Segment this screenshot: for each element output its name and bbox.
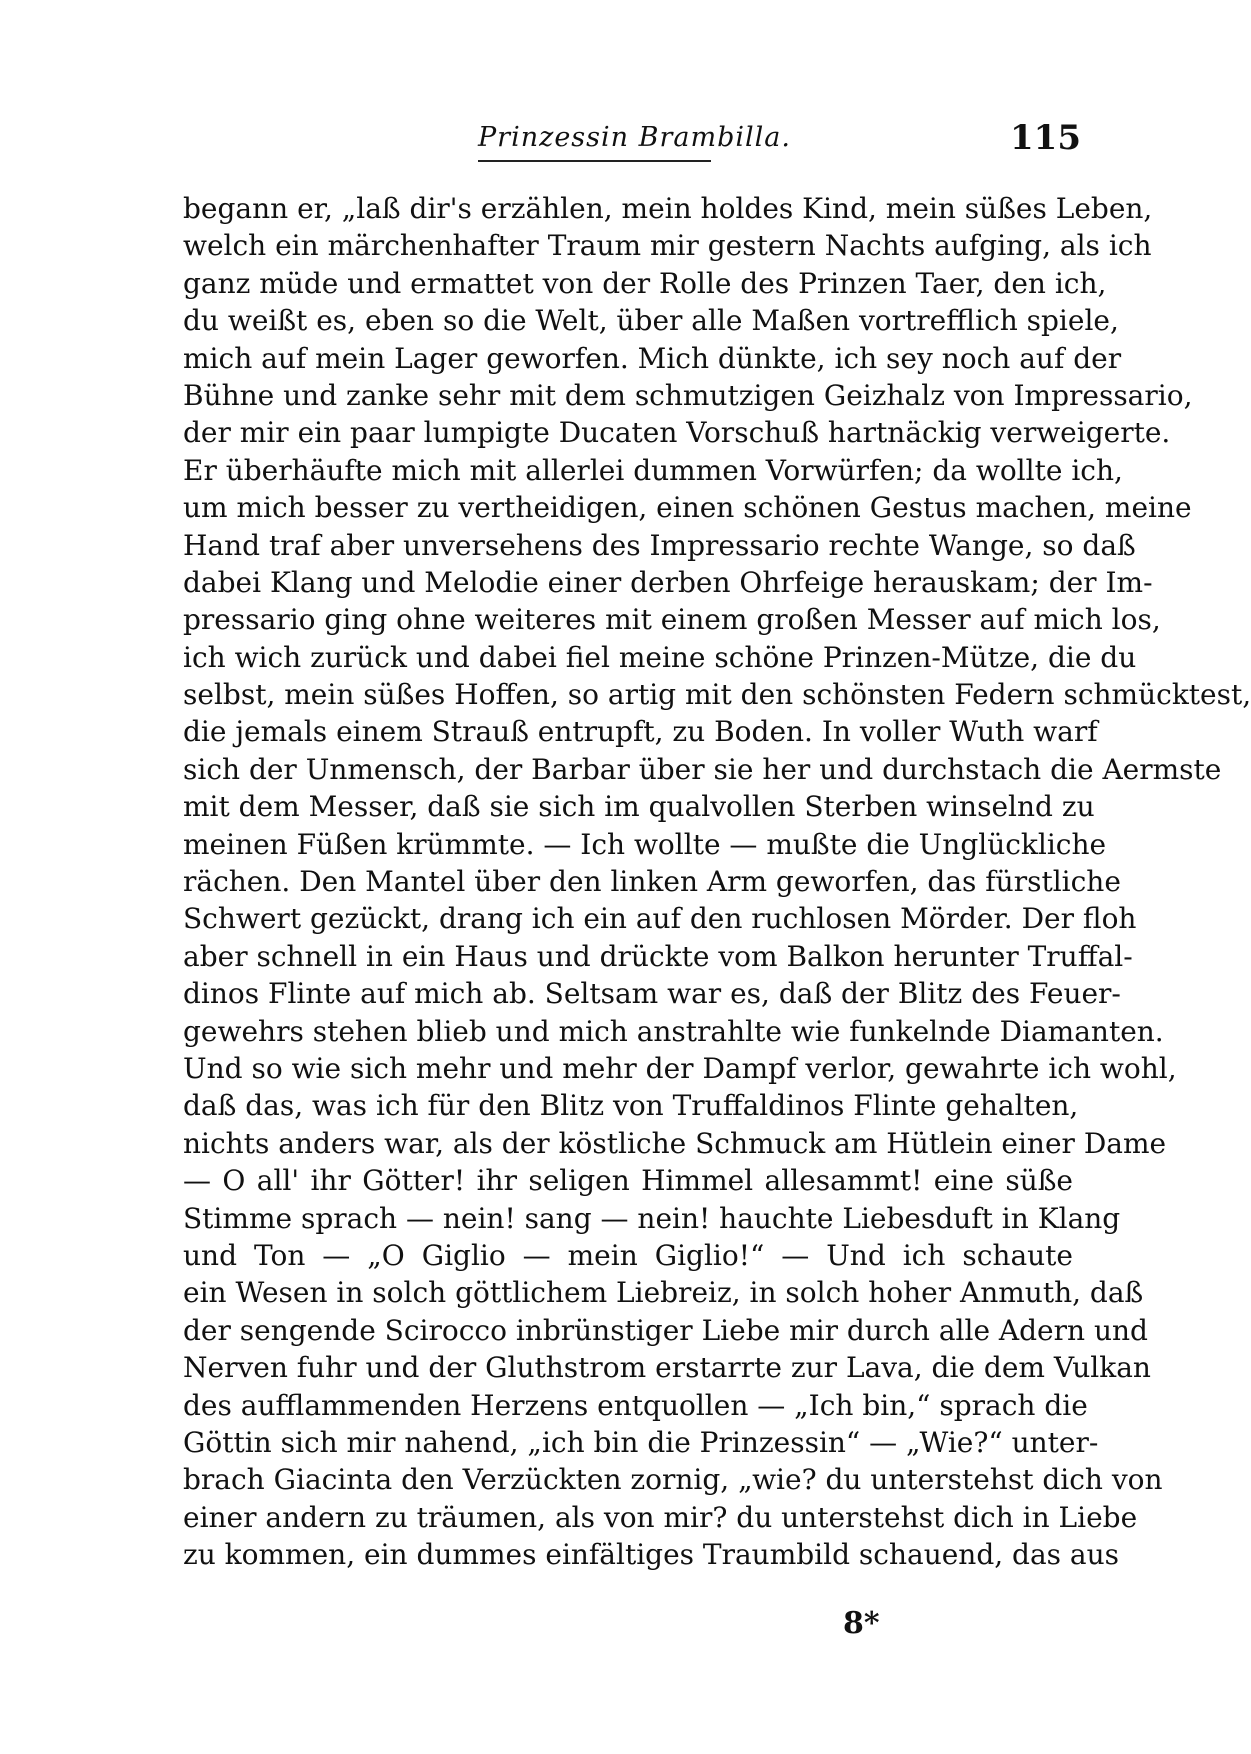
text-line: meinen Füßen krümmte. — Ich wollte — mußte die Unglückliche [183, 827, 1107, 861]
text-line: Bühne und zanke sehr mit dem schmutzigen Geizhalz von Impressario, [183, 378, 1193, 412]
text-line: begann er, „laß dir's erzählen, mein holdes Kind, mein süßes Leben, [183, 192, 1153, 225]
text-line: Hand traf aber unversehens des Impressario rechte Wange, so daß [183, 528, 1136, 562]
text-line: und Ton — „O Giglio — mein Giglio!“ — Und ich schaute [183, 1238, 1073, 1272]
running-title: Prinzessin Brambilla. [478, 122, 791, 153]
text-line: Er überhäufte mich mit allerlei dummen Vorwürfen; da wollte ich, [183, 453, 1123, 487]
page-number: 115 [1010, 118, 1081, 158]
text-line: Stimme sprach — nein! sang — nein! hauchte Liebesduft in Klang [183, 1201, 1121, 1235]
text-line: gewehrs stehen blieb und mich anstrahlte wie funkelnde Diamanten. [183, 1014, 1164, 1048]
text-line: die jemals einem Strauß entrupft, zu Boden. In voller Wuth warf [183, 715, 1098, 749]
text-line: Göttin sich mir nahend, „ich bin die Prinzessin“ — „Wie?“ unter- [183, 1425, 1099, 1459]
text-line: — O all' ihr Götter! ihr seligen Himmel allesammt! eine süße [183, 1164, 1073, 1198]
body-text [183, 190, 1251, 1573]
text-line: brach Giacinta den Verzückten zornig, „wie? du unterstehst dich von [183, 1463, 1163, 1497]
text-line: mich auf mein Lager geworfen. Mich dünkte, ich sey noch auf der [183, 341, 1122, 375]
text-line: der mir ein paar lumpigte Ducaten Vorschuß hartnäckig verweigerte. [183, 416, 1171, 450]
text-line: um mich besser zu vertheidigen, einen schönen Gestus machen, meine [183, 491, 1192, 525]
text-line: der sengende Scirocco inbrünstiger Liebe mir durch alle Adern und [183, 1313, 1148, 1347]
text-line: Nerven fuhr und der Gluthstrom erstarrte zur Lava, die dem Vulkan [183, 1351, 1151, 1385]
text-line: sich der Unmensch, der Barbar über sie her und durchstach die Aermste [183, 752, 1222, 786]
text-line: aber schnell in ein Haus und drückte vom Balkon herunter Truffal- [183, 939, 1133, 973]
text-line: dinos Flinte auf mich ab. Seltsam war es, daß der Blitz des Feuer- [183, 977, 1121, 1011]
text-line: des aufflammenden Herzens entquollen — „Ich bin,“ sprach die [183, 1388, 1088, 1422]
text-line: ganz müde und ermattet von der Rolle des Prinzen Taer, den ich, [183, 266, 1107, 300]
text-line: Und so wie sich mehr und mehr der Dampf verlor, gewahrte ich wohl, [183, 1051, 1177, 1085]
text-line: du weißt es, eben so die Welt, über alle Maßen vortrefflich spiele, [183, 304, 1119, 338]
text-line: selbst, mein süßes Hoffen, so artig mit den schönsten Federn schmücktest, [183, 678, 1251, 712]
text-line: ein Wesen in solch göttlichem Liebreiz, in solch hoher Anmuth, daß [183, 1276, 1144, 1310]
text-line: daß das, was ich für den Blitz von Truffaldinos Flinte gehalten, [183, 1089, 1079, 1123]
signature-mark: 8* [843, 1606, 880, 1641]
text-line: nichts anders war, als der köstliche Schmuck am Hütlein einer Dame [183, 1126, 1167, 1160]
text-line: ich wich zurück und dabei fiel meine schöne Prinzen-Mütze, die du [183, 640, 1137, 674]
text-line: rächen. Den Mantel über den linken Arm geworfen, das fürstliche [183, 865, 1121, 899]
header-rule [478, 160, 711, 162]
text-line: pressario ging ohne weiteres mit einem großen Messer auf mich los, [183, 603, 1161, 637]
text-line: einer andern zu träumen, als von mir? du unterstehst dich in Liebe [183, 1500, 1138, 1534]
text-line: Schwert gezückt, drang ich ein auf den ruchlosen Mörder. Der floh [183, 902, 1137, 936]
text-line: zu kommen, ein dummes einfältiges Traumbild schauend, das aus [183, 1538, 1120, 1572]
text-line: welch ein märchenhafter Traum mir gestern Nachts aufging, als ich [183, 229, 1152, 263]
text-line: dabei Klang und Melodie einer derben Ohrfeige herauskam; der Im- [183, 565, 1153, 599]
text-line: mit dem Messer, daß sie sich im qualvollen Sterben winselnd zu [183, 790, 1095, 824]
